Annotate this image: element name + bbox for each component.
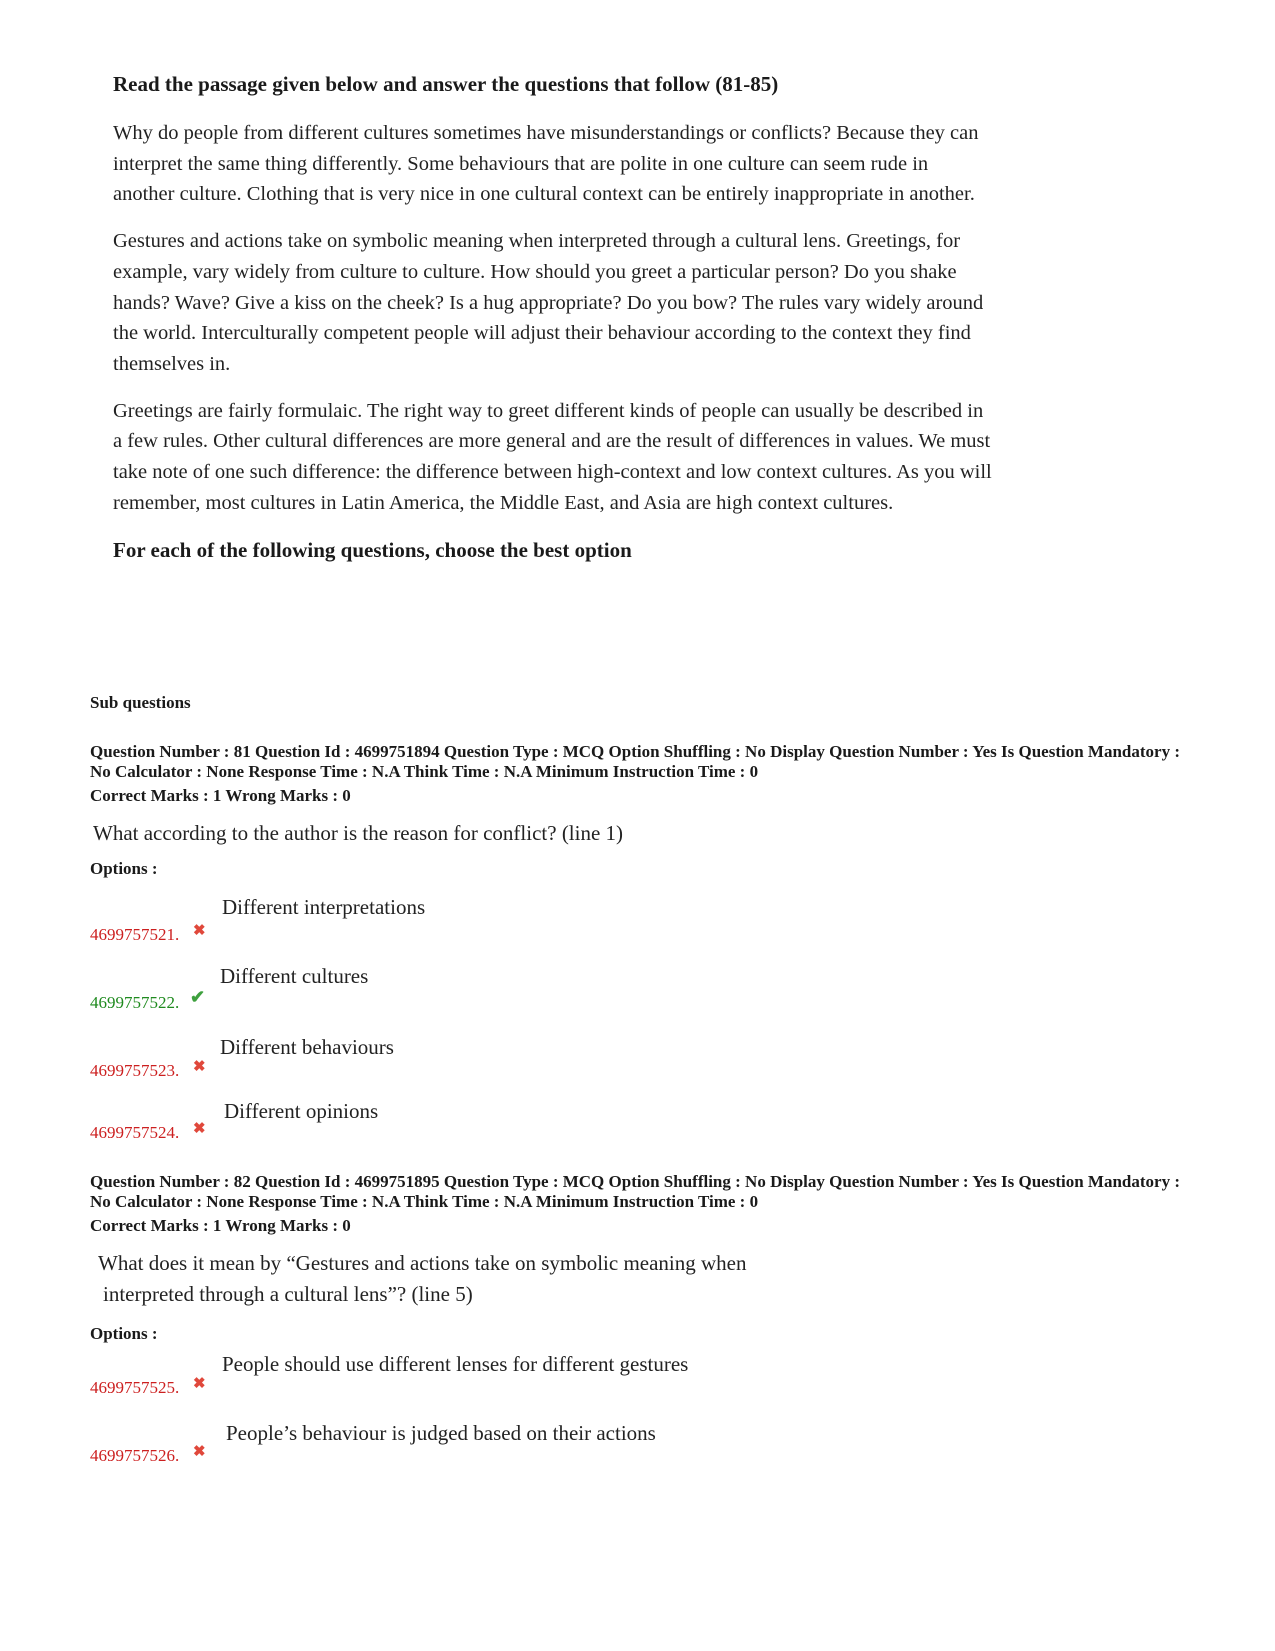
option-text: People should use different lenses for different gestures xyxy=(222,1352,689,1376)
question-text-line-1: What does it mean by “Gestures and actions take on symbolic meaning when xyxy=(98,1251,747,1275)
option-text: Different opinions xyxy=(224,1099,379,1123)
question-marks: Correct Marks : 1 Wrong Marks : 0 xyxy=(90,1216,351,1235)
option-id: 4699757522. xyxy=(90,993,180,1012)
option-text: Different behaviours xyxy=(220,1035,394,1059)
question-meta: Question Number : 82 Question Id : 4699751895 Question Type : MCQ Option Shuffling : No Display Question Number : Yes Is Question Mandatory : No Calculator : None Response Time : N.A Think Time : N.A Minimum Instruction Time : 0 xyxy=(90,1172,1180,1211)
passage-paragraph-2: Gestures and actions take on symbolic meaning when interpreted through a cultural lens. Greetings, for example, vary widely from culture to culture. How should you greet a particular person? Do you shake hands? Wave? Give a kiss on the cheek? Is a hug appropriate? Do you bow? The rules vary widely around the world. Interculturally competent people will adjust their behaviour according to the context they find themselves in. xyxy=(113,230,984,375)
question-text-line-2: interpreted through a cultural lens”? (line 5) xyxy=(103,1282,473,1306)
cross-icon: ✖ xyxy=(193,1059,206,1075)
question-text xyxy=(90,1248,1190,1310)
options-list xyxy=(90,1344,1190,1504)
passage-paragraph-3: Greetings are fairly formulaic. The right way to greet different kinds of people can usually be described in a few rules. Other cultural differences are more general and are the result of differences in values. We must take note of one such difference: the difference between high-context and low context cultures. As you will remember, most cultures in Latin America, the Middle East, and Asia are high context cultures. xyxy=(113,399,992,514)
option-text: Different cultures xyxy=(220,964,369,988)
option-4699757526[interactable] xyxy=(90,1412,890,1482)
cross-icon: ✖ xyxy=(193,1376,206,1392)
question-meta: Question Number : 81 Question Id : 4699751894 Question Type : MCQ Option Shuffling : No Display Question Number : Yes Is Question Mandatory : No Calculator : None Response Time : N.A Think Time : N.A Minimum Instruction Time : 0 xyxy=(90,742,1180,781)
question-81 xyxy=(90,742,1190,1181)
passage xyxy=(113,70,993,564)
options-list xyxy=(90,881,1190,1181)
options-label: Options : xyxy=(90,1324,158,1343)
option-text: People’s behaviour is judged based on their actions xyxy=(226,1421,656,1445)
option-text: Different interpretations xyxy=(222,895,426,919)
passage-heading: Read the passage given below and answer the questions that follow (81-85) xyxy=(113,72,779,96)
option-4699757521[interactable] xyxy=(90,881,790,951)
cross-icon: ✖ xyxy=(193,1121,206,1137)
option-id: 4699757524. xyxy=(90,1123,180,1142)
passage-paragraph-1: Why do people from different cultures sometimes have misunderstandings or conflicts? Because they can interpret the same thing differently. Some behaviours that are polite in one culture can seem rude in another culture. Clothing that is very nice in one cultural context can be entirely inappropriate in another. xyxy=(113,122,979,206)
question-82 xyxy=(90,1172,1190,1504)
option-id: 4699757523. xyxy=(90,1061,180,1080)
cross-icon: ✖ xyxy=(193,923,206,939)
question-marks: Correct Marks : 1 Wrong Marks : 0 xyxy=(90,786,351,805)
option-4699757522[interactable] xyxy=(90,949,790,1019)
question-text: What according to the author is the reason for conflict? (line 1) xyxy=(93,821,624,845)
option-4699757523[interactable] xyxy=(90,1021,790,1091)
passage-instruction: For each of the following questions, choose the best option xyxy=(113,538,632,563)
option-4699757525[interactable] xyxy=(90,1344,890,1414)
check-icon: ✔ xyxy=(190,987,206,1007)
sub-questions-label: Sub questions xyxy=(90,693,191,712)
option-id: 4699757521. xyxy=(90,925,180,944)
option-4699757524[interactable] xyxy=(90,1086,790,1156)
option-id: 4699757525. xyxy=(90,1378,180,1397)
options-label: Options : xyxy=(90,859,158,878)
option-id: 4699757526. xyxy=(90,1446,180,1465)
cross-icon: ✖ xyxy=(193,1444,206,1460)
